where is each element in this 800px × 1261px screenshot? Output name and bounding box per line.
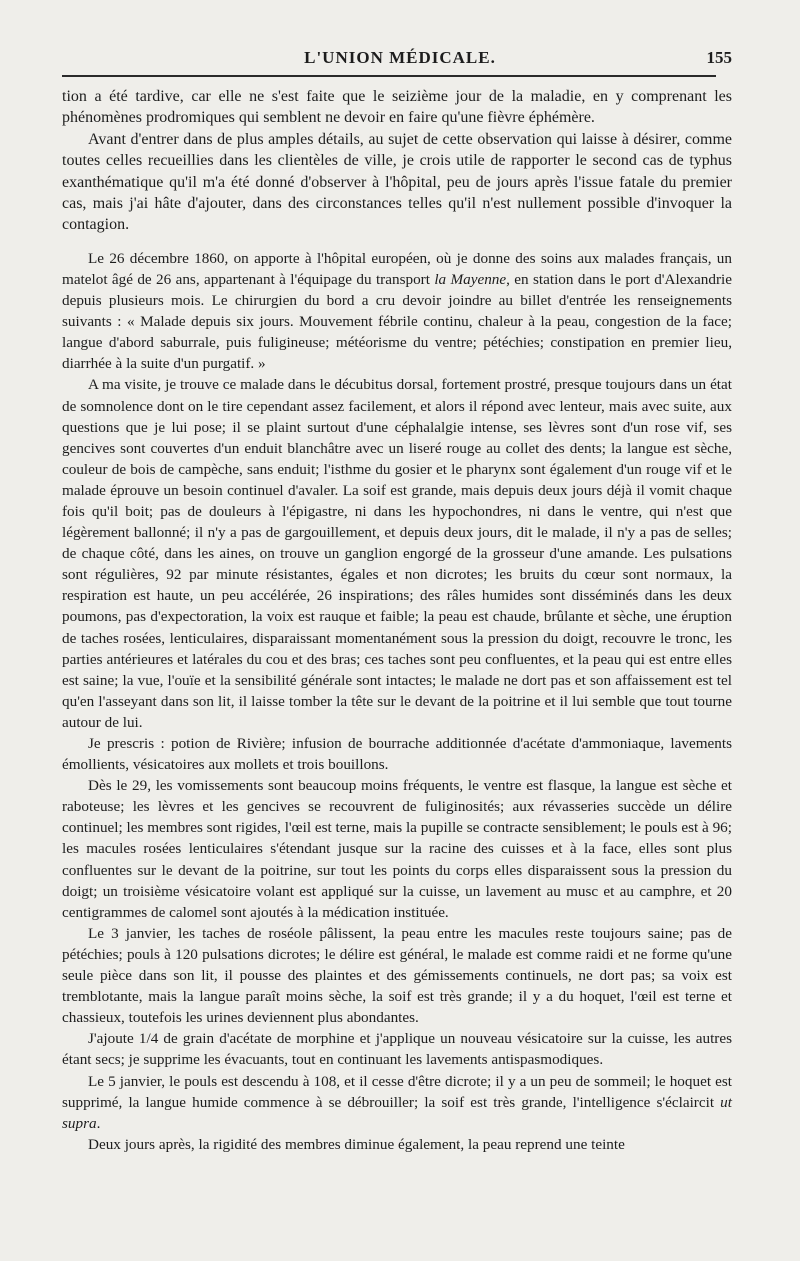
case-paragraph-examination: A ma visite, je trouve ce malade dans le décubitus dorsal, fortement prostré, presque toujours dans un état de somnolence dont on le tire cependant assez facilement, et alors il répond avec lenteur, mais avec suite, aux questions que je lui pose; il se plaint surtout d'une céphalalgie intense, ses lèvres sont d'un rose vif, ses gencives sont couvertes d'un enduit blanchâtre avec un liseré rouge au collet des dents; la langue est sèche, couleur de bois de campèche, sans enduit; l'isthme du gosier et le pharynx sont également d'un rouge vif et le malade éprouve un besoin continuel d'avaler. La soif est grande, mais depuis deux jours déjà il vomit chaque fois qu'il boit; pas de douleurs à l'épigastre, ni dans les hypochondres, ni dans le ventre, qui n'est que légèrement ballonné; il n'y a pas de gargouillement, et depuis deux jours, dit le malade, il n'y a pas de selles; de chaque côté, dans les aines, on trouve un ganglion engorgé de la grosseur d'une amande. Les pulsations sont régulières, 92 par minute résistantes, égales et non dicrotes; les bruits du cœur sont normaux, la respiration est haute, un peu accélérée, 26 inspirations; des râles humides sont disséminés dans les deux poumons, pas d'expectoration, la voix est rauque et faible; la peau est chaude, brûlante et sèche, une éruption de taches rosées, lenticulaires, disparaissant momentanément sous la pression du doigt, recouvre le tronc, les parties antérieures et latérales du cou et des bras; ces taches sont peu confluentes, et la peau qui est entre elles est saine; la vue, l'ouïe et la sensibilité générale sont intactes; le malade ne dort pas et son affaissement est tel qu'en l'asseyant dans son lit, il laisse tomber la tête sur le devant de la poitrine et il lui semble que tout tourne autour de lui. (62, 376, 732, 731)
case-paragraph-day-29: Dès le 29, les vomissements sont beaucoup moins fréquents, le ventre est flasque, la langue est sèche et raboteuse; les lèvres et les gencives se recouvrent de fuliginosités; aux révasseries succède un délire continuel; les membres sont rigides, l'œil est terne, mais la pupille se contracte sensiblement; le pouls est à 96; les macules rosées lenticulaires s'étendant jusque sur la racine des cuisses et à la face, elles sont plus confluentes sur le devant de la poitrine, sur tout les points du corps elles disparaissent sous la pression du doigt; un troisième vésicatoire volant est appliqué sur la cuisse, un lavement au musc et au camphre, et 20 centigrammes de calomel sont ajoutés à la médication instituée. (62, 777, 732, 921)
case-paragraph-admission (62, 248, 732, 375)
header-rule (62, 75, 716, 77)
page-number: 155 (706, 48, 732, 67)
running-title: L'UNION MÉDICALE. (304, 48, 496, 67)
case-paragraph-morphine: J'ajoute 1/4 de grain d'acétate de morphine et j'applique un nouveau vésicatoire sur la cuisse, les autres étant secs; je supprime les évacuants, tout en continuant les lavements antispasmodiques. (62, 1030, 732, 1069)
ut-supra: ut supra (62, 1093, 732, 1132)
intro-paragraph-1: tion a été tardive, car elle ne s'est faite que le seizième jour de la maladie, en y comprenant les phénomènes prodromiques qui semblent ne devoir en faire qu'une fièvre éphémère. (62, 88, 732, 127)
january-5-text: Le 5 janvier, le pouls est descendu à 108, et il cesse d'être dicrote; il y a un peu de sommeil; le hoquet est supprimé, la langue humide commence à se débrouiller; la soif est très grande, l'intelligence s'éclaircit (62, 1072, 732, 1111)
admission-text-end: , en station dans le port d'Alexandrie depuis plusieurs mois. Le chirurgien du bord a cru devoir joindre au billet d'entrée les renseignements suivants : « Malade depuis six jours. Mouvement fébrile continu, chaleur à la peau, congestion de la face; langue d'abord saburrale, puis fuligineuse; météorisme du ventre; pétéchies; constipation en premier lieu, diarrhée à la suite d'un purgatif. » (62, 270, 732, 373)
january-5-end: . (96, 1114, 101, 1132)
page-header (62, 42, 738, 76)
ship-name: la Mayenne (434, 270, 507, 288)
case-paragraph-prescription: Je prescris : potion de Rivière; infusion de bourrache additionnée d'acétate d'ammoniaque, lavements émollients, vésicatoires aux mollets et trois bouillons. (62, 735, 732, 774)
case-paragraph-final-line: Deux jours après, la rigidité des membres diminue également, la peau reprend une teinte (88, 1135, 625, 1153)
case-report (62, 248, 732, 1155)
intro-paragraph-2: Avant d'entrer dans de plus amples détails, au sujet de cette observation qui laisse à désirer, comme toutes celles recueillies dans les clientèles de ville, je crois utile de rapporter le second cas de typhus exanthématique qu'il m'a été donné d'observer à l'hôpital, peu de jours après l'issue fatale du premier cas, mais j'ai hâte d'ajouter, dans des circonstances telles qu'il n'est nullement possible d'invoquer la contagion. (62, 130, 732, 234)
admission-text-start: Le 26 décembre 1860, on apporte à l'hôpital européen, où je donne des soins aux malades français, un matelot âgé de 26 ans, appartenant à l'équipage du transport (62, 249, 732, 288)
case-paragraph-january-3: Le 3 janvier, les taches de roséole pâlissent, la peau entre les macules reste toujours saine; pas de pétéchies; pouls à 120 pulsations dicrotes; le délire est général, le malade est comme raidi et ne forme qu'une seule pièce dans son lit, il pousse des plaintes et des gémissements continuels, ne dort pas; sa voix est tremblotante, mais la langue paraît moins sèche, la soif est très grande; il y a du hoquet, l'œil est terne et chassieux, toutefois les urines deviennent plus abondantes. (62, 924, 732, 1027)
article-body (62, 86, 732, 1155)
case-paragraph-january-5 (62, 1071, 732, 1134)
